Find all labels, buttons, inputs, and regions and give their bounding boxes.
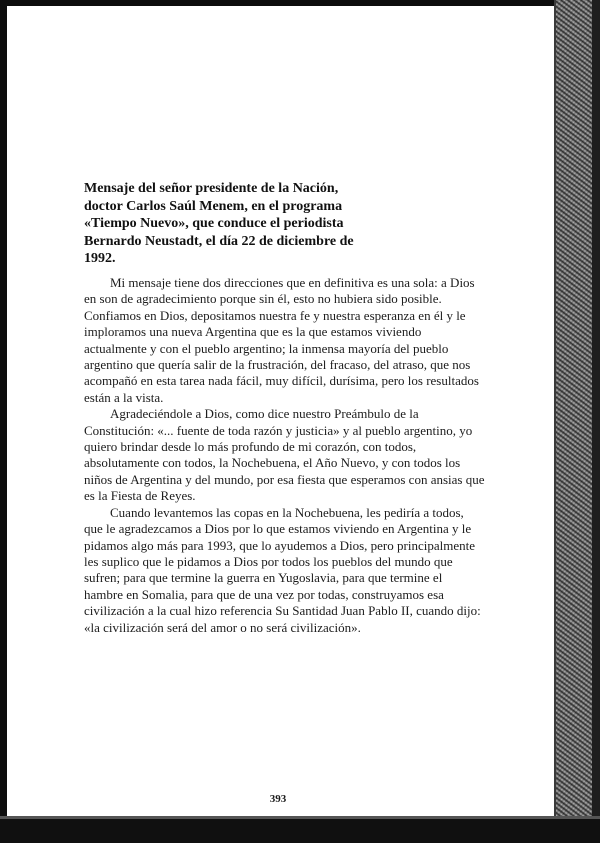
heading-line: Bernardo Neustadt, el día 22 de diciembre de [84,233,354,249]
scan-border-bottom [0,819,600,843]
text-line: civilización a la cual hizo referencia Su Santidad Juan Pablo II, cuando dijo: [84,603,481,619]
text-line: hambre en Somalia, para que de una vez por todas, construyamos esa [84,586,444,602]
heading-line: 1992. [84,251,116,267]
text-line: Cuando levantemos las copas en la Nochebuena, les pediría a todos, [110,504,464,520]
text-line: Constitución: «... fuente de toda razón y justicia» y al pueblo argentino, yo [84,422,473,438]
text-line: sufren; para que termine la guerra en Yugoslavia, para que termine el [84,570,443,586]
scan-page-edge [554,0,556,843]
text-line: actualmente y con el pueblo argentino; la inmensa mayoría del pueblo [84,340,449,356]
heading-line: doctor Carlos Saúl Menem, en el programa [84,198,343,214]
heading-line: «Tiempo Nuevo», que conduce el periodista [84,216,344,232]
document-heading [84,180,384,268]
text-line: Agradeciéndole a Dios, como dice nuestro Preámbulo de la [110,406,419,422]
scan-border-right-outer [592,0,600,843]
page-number: 393 [269,793,287,805]
document-body [84,275,485,636]
paragraph-3 [84,504,481,636]
text-line: niños de Argentina y del mundo, por esa fiesta que esperamos con ansias que [84,471,485,487]
paragraph-1 [84,275,479,406]
paragraph-2 [84,406,485,504]
text-line: quiero brindar desde lo más profundo de mi corazón, con todos, [84,439,417,455]
text-line: Confiamos en Dios, depositamos nuestra fe y nuestra esperanza en él y le [84,307,466,323]
text-line: «la civilización será del amor o no será civilización». [84,619,361,635]
text-line: acompañó en esta tarea nada fácil, muy difícil, durísima, pero los resultados [84,373,479,389]
text-line: en son de agradecimiento porque sin él, esto no hubiera sido posible. [84,291,442,307]
text-line: pidamos algo más para 1993, que lo ayudemos a Dios, pero principalmente [84,537,475,553]
text-line: Mi mensaje tiene dos direcciones que en definitiva es una sola: a Dios [110,275,475,290]
text-line: absolutamente con todos, la Nochebuena, el Año Nuevo, y con todos los [84,455,461,471]
scan-border-top [0,0,600,6]
text-line: es la Fiesta de Reyes. [84,488,196,504]
text-line: imploramos una nueva Argentina que es la que estamos viviendo [84,324,422,340]
scan-border-left [0,0,7,843]
text-line: les suplico que le pidamos a Dios por todos los pueblos del mundo que [84,553,453,569]
text-line: están a la vista. [84,389,164,405]
text-line: argentino que quería salir de la frustración, del fracaso, del atraso, que nos [84,357,471,373]
text-line: que le agradezcamos a Dios por lo que estamos viviendo en Argentina y le [84,521,472,537]
heading-line: Mensaje del señor presidente de la Nación, [84,181,339,196]
